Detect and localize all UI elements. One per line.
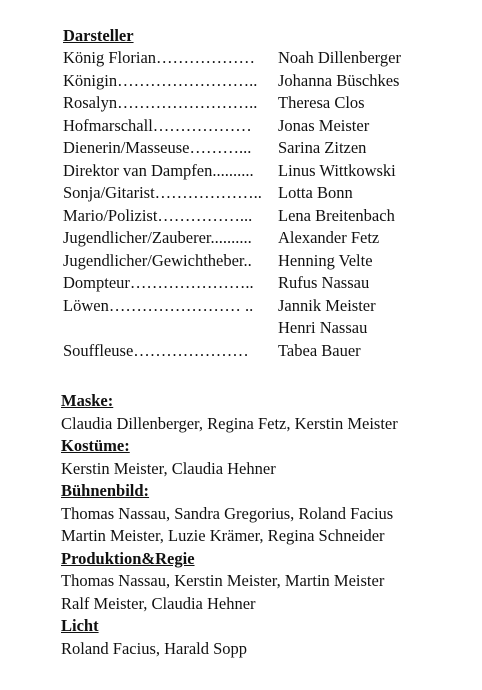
cast-actor: Tabea Bauer [278,340,361,360]
cast-row [0,182,482,204]
crew-section-buehnenbild [61,480,471,548]
cast-row [0,227,482,249]
cast-actor: Henri Nassau [278,318,368,337]
crew-title: Bühnenbild: [61,481,150,500]
crew-section-produktion-regie [61,548,471,616]
cast-actor: Noah Dillenberger [278,48,401,67]
cast-role: Dienerin/Masseuse………... [63,138,252,157]
cast-row [0,250,482,272]
crew-line: Thomas Nassau, Sandra Gregorius, Roland Facius [61,503,394,523]
cast-actor: Alexander Fetz [278,228,380,247]
crew-title: Maske: [61,391,114,410]
cast-role: König Florian……………… [63,48,256,67]
cast-actor: Lotta Bonn [278,183,353,202]
crew-title: Produktion&Regie [61,548,195,568]
cast-role: Königin…………………….. [63,70,258,90]
cast-role: Mario/Polizist……………... [63,205,253,225]
cast-role: Souffleuse………………… [63,340,249,360]
cast-row [0,160,482,182]
cast-role: Sonja/Gitarist……………….. [63,183,262,202]
cast-role: Hofmarschall……………… [63,115,252,135]
crew-line: Ralf Meister, Claudia Hehner [61,593,256,613]
cast-row [0,272,482,294]
cast-actor: Theresa Clos [278,93,365,112]
cast-role: Rosalyn…………………….. [63,93,258,112]
crew-line: Roland Facius, Harald Sopp [61,638,248,658]
cast-role: Jugendlicher/Zauberer.......... [63,228,252,247]
crew-title: Kostüme: [61,436,130,455]
crew-title: Licht [61,616,99,635]
cast-actor: Sarina Zitzen [278,138,367,157]
cast-row [0,70,482,92]
cast-actor: Jannik Meister [278,295,376,315]
cast-actor: Jonas Meister [278,115,370,135]
cast-actor: Linus Wittkowski [278,160,396,180]
cast-actor: Rufus Nassau [278,273,370,292]
cast-heading: Darsteller [63,26,134,45]
crew-line: Kerstin Meister, Claudia Hehner [61,458,276,478]
crew-line: Thomas Nassau, Kerstin Meister, Martin Meister [61,571,385,590]
cast-row [0,115,482,137]
cast-row [0,205,482,227]
cast-role: Jugendlicher/Gewichtheber.. [63,250,252,270]
crew-line: Claudia Dillenberger, Regina Fetz, Kerstin Meister [61,413,398,433]
cast-row [0,340,482,362]
cast-row [0,137,482,159]
cast-row [0,295,482,317]
cast-role: Direktor van Dampfen.......... [63,160,254,180]
cast-row [0,47,482,69]
cast-row [0,317,482,339]
cast-actor: Johanna Büschkes [278,70,400,90]
cast-actor: Henning Velte [278,250,373,270]
cast-row [0,92,482,114]
crew-section-kostueme [61,435,471,480]
crew-line: Martin Meister, Luzie Krämer, Regina Schneider [61,526,385,545]
crew-section-licht [61,615,471,660]
crew-section-maske [61,390,471,435]
cast-role: Dompteur………………….. [63,273,254,292]
cast-role: Löwen…………………… .. [63,295,254,315]
crew-block [61,390,471,660]
cast-actor: Lena Breitenbach [278,205,395,225]
